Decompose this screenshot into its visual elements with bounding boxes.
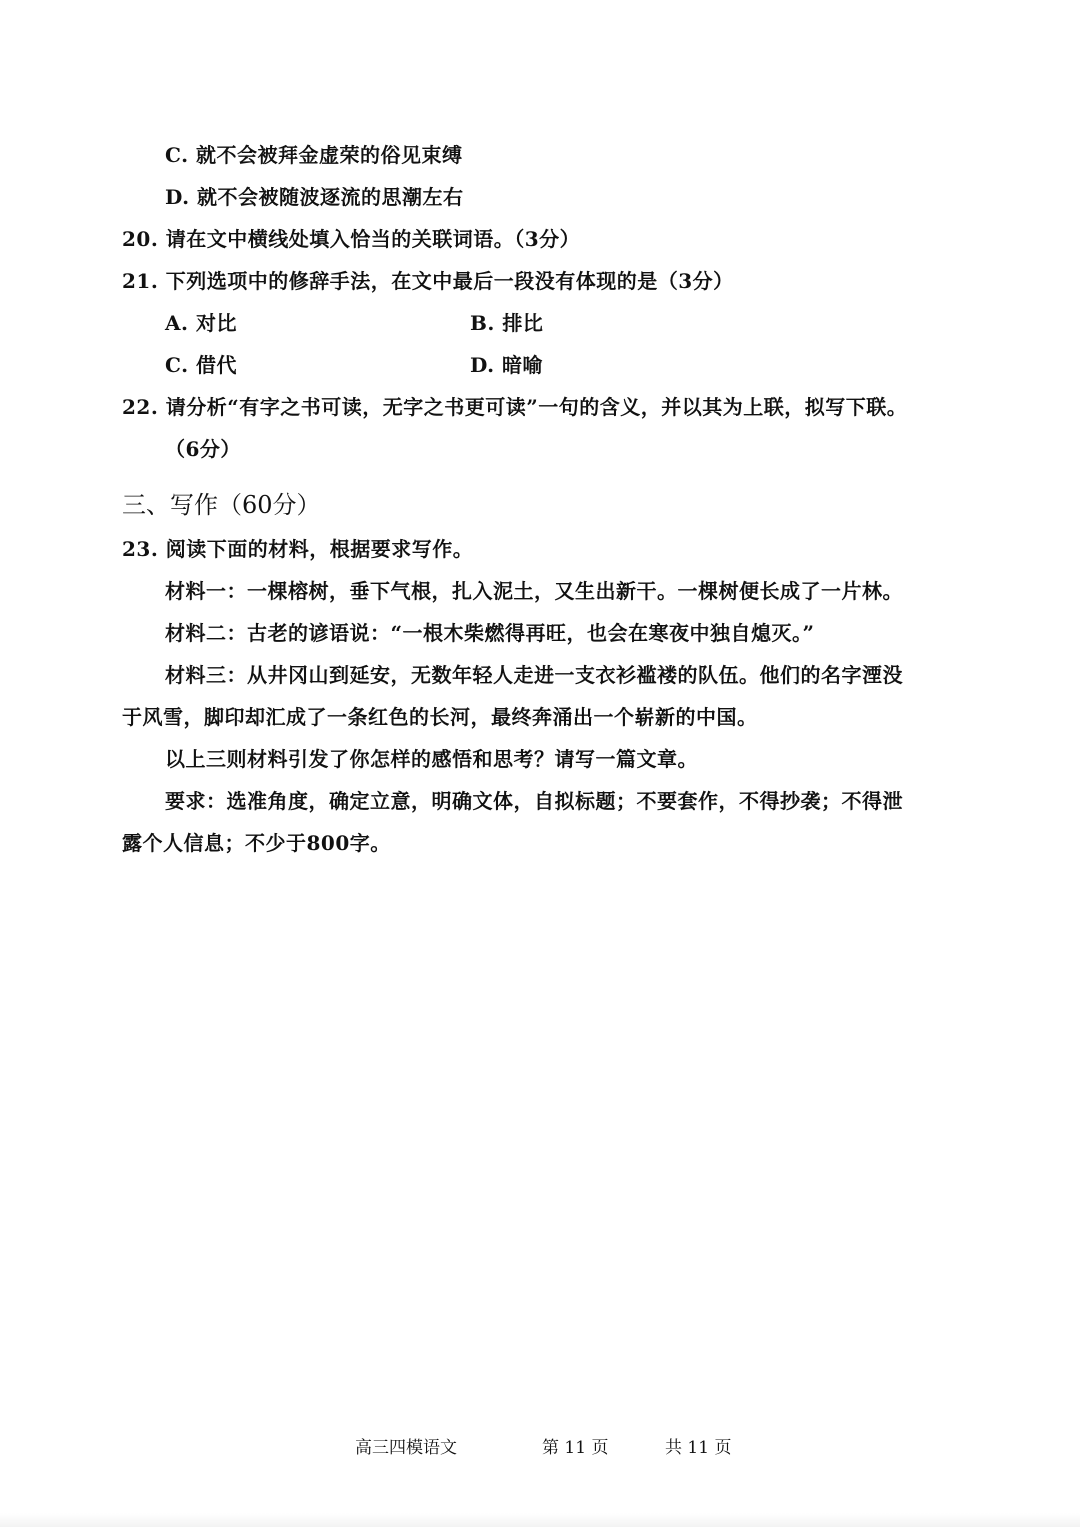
requirement-line2: 露个人信息；不少于800字。	[122, 831, 391, 855]
material-3-line2: 于风雪，脚印却汇成了一条红色的长河，最终奔涌出一个崭新的中国。	[122, 705, 758, 729]
q21-option-a: A. 对比	[165, 311, 237, 335]
scan-bottom-edge	[0, 1513, 1080, 1527]
q19-option-d: D. 就不会被随波逐流的思潮左右	[165, 185, 464, 209]
material-3-line1: 材料三：从井冈山到延安，无数年轻人走进一支衣衫褴褛的队伍。他们的名字湮没	[165, 663, 903, 687]
footer-exam-name: 高三四模语文	[355, 1438, 457, 1458]
material-2: 材料二：古老的谚语说：“一根木柴燃得再旺，也会在寒夜中独自熄灭。”	[165, 621, 815, 645]
requirement-line1: 要求：选准角度，确定立意，明确文体，自拟标题；不要套作，不得抄袭；不得泄	[165, 789, 903, 813]
q19-option-c: C. 就不会被拜金虚荣的俗见束缚	[165, 143, 463, 167]
q21-option-d: D. 暗喻	[470, 353, 544, 377]
section-title: 三、写作（60分）	[122, 491, 321, 519]
question-22-line1: 22. 请分析“有字之书可读，无字之书更可读”一句的含义，并以其为上联，拟写下联。	[122, 395, 908, 419]
q21-option-b: B. 排比	[470, 311, 544, 335]
footer-page-number: 第 11 页	[542, 1438, 609, 1458]
material-1: 材料一：一棵榕树，垂下气根，扎入泥土，又生出新干。一棵树便长成了一片林。	[165, 579, 903, 603]
question-23-prompt: 23. 阅读下面的材料，根据要求写作。	[122, 537, 474, 561]
question-21: 21. 下列选项中的修辞手法，在文中最后一段没有体现的是（3分）	[122, 269, 734, 293]
question-20: 20. 请在文中横线处填入恰当的关联词语。（3分）	[122, 227, 581, 251]
writing-question: 以上三则材料引发了你怎样的感悟和思考？请写一篇文章。	[165, 747, 698, 771]
question-22-line2: （6分）	[165, 437, 241, 461]
q21-option-c: C. 借代	[165, 353, 237, 377]
footer-total-pages: 共 11 页	[665, 1438, 732, 1458]
